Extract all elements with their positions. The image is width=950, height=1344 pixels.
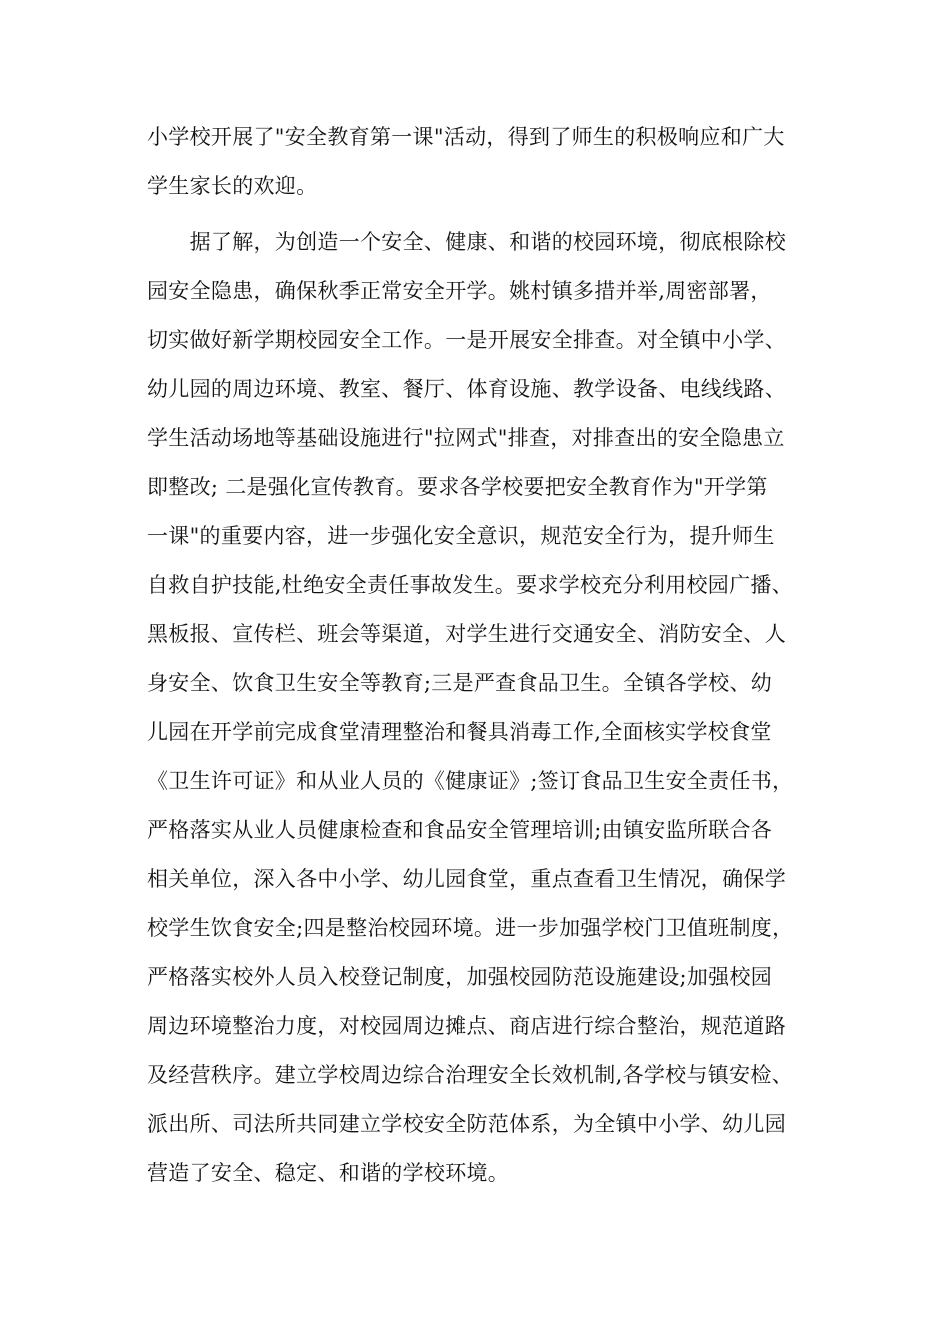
paragraph-line: 营造了安全、稳定、和谐的学校环境。	[147, 1161, 510, 1185]
paragraph-line: 小学校开展了"安全教育第一课"活动，得到了师生的积极响应和广大	[147, 125, 785, 149]
paragraph-line: 切实做好新学期校园安全工作。一是开展安全排查。对全镇中小学、	[147, 328, 786, 352]
paragraph-line: 及经营秩序。建立学校周边综合治理安全长效机制,各学校与镇安检、	[147, 1063, 793, 1087]
paragraph-line: 校学生饮食安全;四是整治校园环境。进一步加强学校门卫值班制度，	[147, 916, 794, 940]
paragraph-line: 自救自护技能,杜绝安全责任事故发生。要求学校充分利用校园广播、	[147, 573, 793, 597]
paragraph-line: 学生活动场地等基础设施进行"拉网式"排查，对排查出的安全隐患立	[147, 426, 785, 450]
paragraph-line: 周边环境整治力度，对校园周边摊点、商店进行综合整治，规范道路	[147, 1014, 786, 1038]
paragraph-line: 园安全隐患，确保秋季正常安全开学。姚村镇多措并举,周密部署，	[147, 279, 772, 303]
paragraph-1	[147, 113, 812, 211]
paragraph-line: 身安全、饮食卫生安全等教育;三是严查食品卫生。全镇各学校、幼	[147, 671, 773, 695]
paragraph-line: 黑板报、宣传栏、班会等渠道，对学生进行交通安全、消防安全、人	[147, 622, 786, 646]
paragraph-line: 学生家长的欢迎。	[147, 174, 318, 198]
paragraph-line: 一课"的重要内容，进一步强化安全意识，规范安全行为，提升师生	[147, 524, 775, 548]
paragraph-line: 相关单位，深入各中小学、幼儿园食堂，重点查看卫生情况，确保学	[147, 867, 786, 891]
paragraph-line: 《卫生许可证》和从业人员的《健康证》;签订食品卫生安全责任书，	[147, 769, 794, 793]
paragraph-2	[147, 218, 812, 1198]
paragraph-line: 幼儿园的周边环境、教室、餐厅、体育设施、教学设备、电线线路、	[147, 377, 786, 401]
paragraph-line: 即整改; 二是强化宣传教育。要求各学校要把安全教育作为"开学第	[147, 475, 768, 499]
paragraph-line: 儿园在开学前完成食堂清理整治和餐具消毒工作,全面核实学校食堂	[147, 720, 772, 744]
paragraph-line: 据了解，为创造一个安全、健康、和谐的校园环境，彻底根除校	[147, 230, 786, 254]
paragraph-line: 严格落实从业人员健康检查和食品安全管理培训;由镇安监所联合各	[147, 818, 773, 842]
paragraph-line: 严格落实校外人员入校登记制度，加强校园防范设施建设;加强校园	[147, 965, 773, 989]
paragraph-line: 派出所、司法所共同建立学校安全防范体系，为全镇中小学、幼儿园	[147, 1112, 786, 1136]
